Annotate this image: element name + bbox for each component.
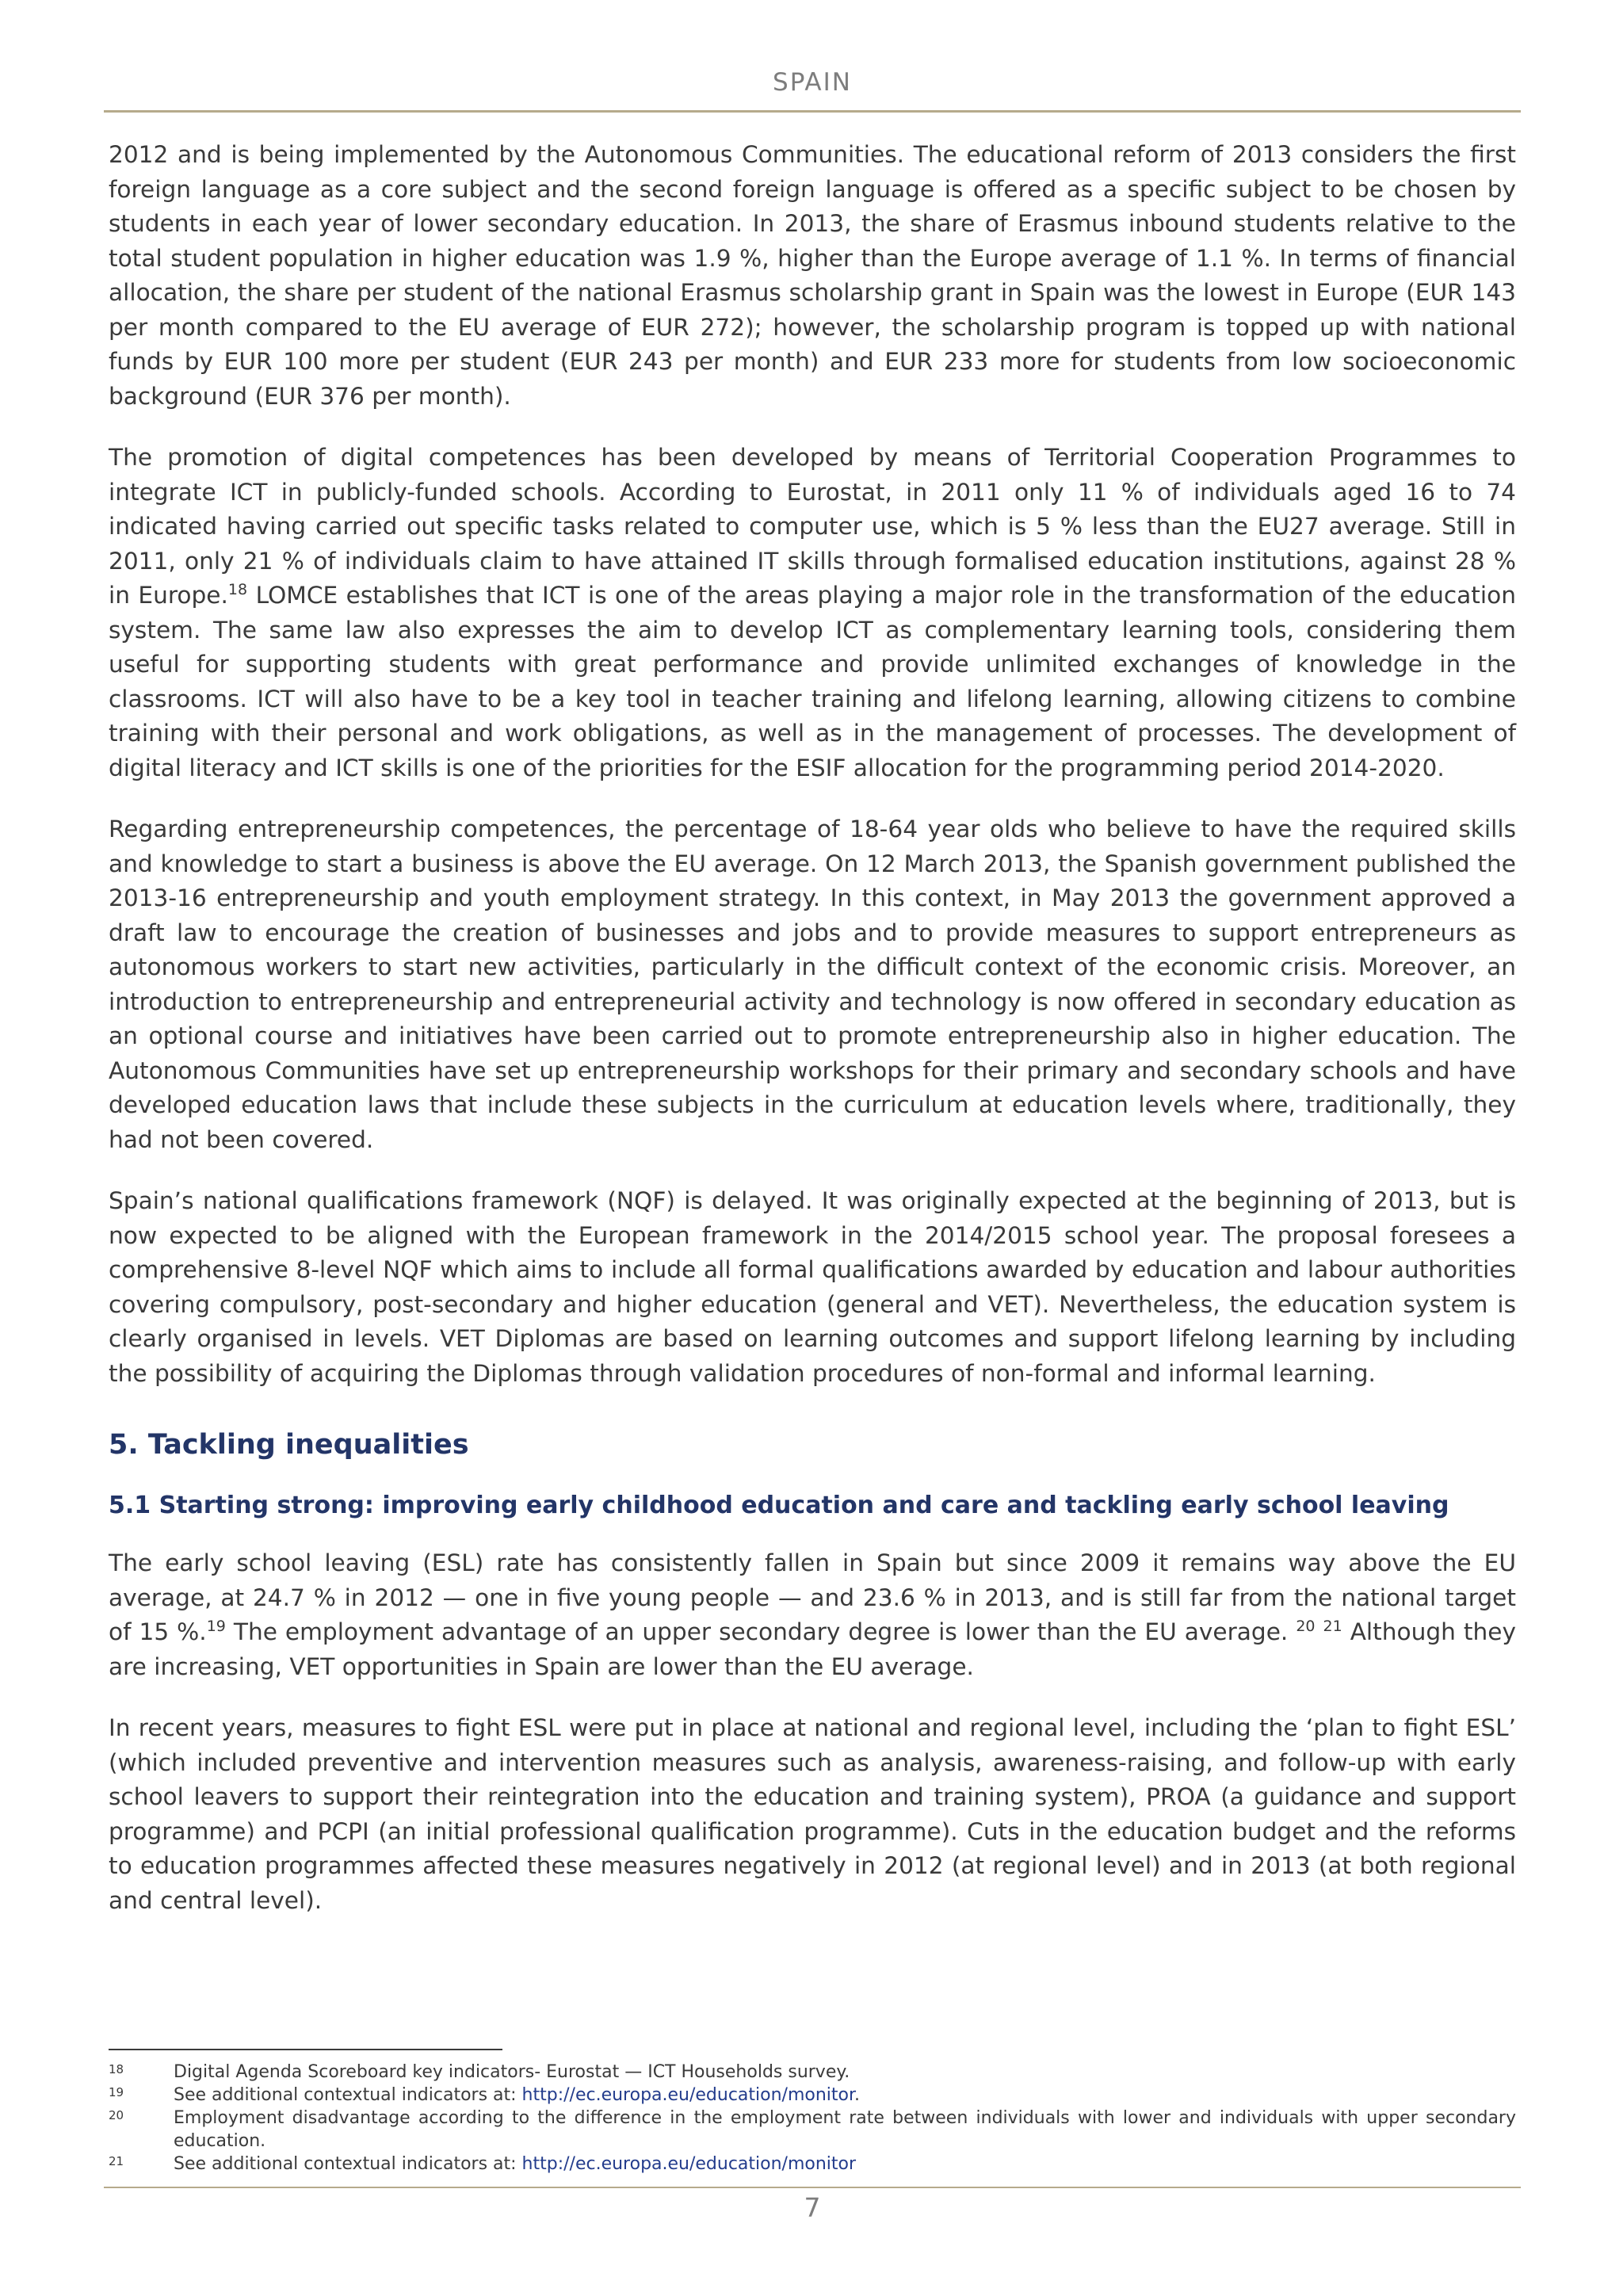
monitor-link[interactable]: http://ec.europa.eu/education/monitor: [521, 2085, 855, 2105]
paragraph-text: Although they are increasing, VET opportunities in Spain are lower than the EU average.: [109, 1618, 1516, 1680]
paragraph-erasmus: 2012 and is being implemented by the Autonomous Communities. The educational reform of 2013 considers the first foreign language as a core subject and the second foreign language is offered as a specific subject to be chosen by students in each year of lower secondary education. In 2013, the share of Erasmus inbound students relative to the total student population in higher education was 1.9 %, higher than the Europe average of 1.1 %. In terms of financial allocation, the share per student of the national Erasmus scholarship grant in Spain was the lowest in Europe (EUR 143 per month compared to the EU average of EUR 272); however, the scholarship program is topped up with national funds by EUR 100 more per student (EUR 243 per month) and EUR 233 more for students from low socioeconomic background (EUR 376 per month).: [109, 141, 1516, 410]
main-content: [109, 138, 1516, 1945]
paragraph-text: LOMCE establishes that ICT is one of the areas playing a major role in the transformation of the education system. The same law also expresses the aim to develop ICT as complementary learning tools, considering them useful for supporting students with great performance and provide unlimited exchanges of knowledge in the classrooms. ICT will also have to be a key tool in teacher training and lifelong learning, allowing citizens to combine training with their personal and work obligations, as well as in the management of processes. The development of digital literacy and ICT skills is one of the priorities for the ESIF allocation for the programming period 2014-2020.: [109, 582, 1516, 781]
footnote-18: [109, 2061, 1516, 2084]
paragraph-text: The promotion of digital competences has been developed by means of Territorial Cooperation Programmes to integrate ICT in publicly-funded schools. According to Eurostat, in 2011 only 11 % of individuals aged 16 to 74 indicated having carried out specific tasks related to computer use, which is 5 % less than the EU27 average. Still in 2011, only 21 % of individuals claim to have attained IT skills through formalised education institutions, against 28 % in Europe.: [109, 444, 1516, 609]
paragraph-text: The early school leaving (ESL) rate has consistently fallen in Spain but since 2009 it remains way above the EU average, at 24.7 % in 2012 — one in five young people — and 23.6 % in 2013, and is still far from the national target of 15 %.: [109, 1549, 1516, 1645]
footnote-21: [109, 2153, 1516, 2176]
footnote-number: 21: [109, 2154, 124, 2168]
footnote-ref-19[interactable]: 19: [206, 1618, 226, 1636]
footnote-19: [109, 2084, 1516, 2107]
footnote-number: 20: [109, 2108, 124, 2122]
footnote-ref-21[interactable]: 21: [1323, 1618, 1342, 1636]
footnote-number: 19: [109, 2085, 124, 2099]
paragraph-esl-measures: In recent years, measures to fight ESL were put in place at national and regional level, including the ‘plan to fight ESL’ (which included preventive and intervention measures such as analysis, awareness-raising, and follow-up with early school leavers to support their reintegration into the education and training system), PROA (a guidance and support programme) and PCPI (an initial professional qualification programme). Cuts in the education budget and the reforms to education programmes affected these measures negatively in 2012 (at regional level) and in 2013 (at both regional and central level).: [109, 1714, 1516, 1914]
paragraph-entrepreneurship: Regarding entrepreneurship competences, the percentage of 18-64 year olds who believe to have the required skills and knowledge to start a business is above the EU average. On 12 March 2013, the Spanish government published the 2013-16 entrepreneurship and youth employment strategy. In this context, in May 2013 the government approved a draft law to encourage the creation of businesses and jobs and to provide measures to support entrepreneurs as autonomous workers to start new activities, particularly in the difficult context of the economic crisis. Moreover, an introduction to entrepreneurship and entrepreneurial activity and technology is now offered in secondary education as an optional course and initiatives have been carried out to promote entrepreneurship also in higher education. The Autonomous Communities have set up entrepreneurship workshops for their primary and secondary schools and have developed education laws that include these subjects in the curriculum at education levels where, traditionally, they had not been covered.: [109, 816, 1516, 1153]
header-divider: [104, 110, 1521, 113]
footnote-number: 18: [109, 2062, 124, 2076]
footnote-divider: [109, 2049, 502, 2050]
page-number: 7: [804, 2192, 821, 2223]
footnote-text: See additional contextual indicators at:: [174, 2154, 522, 2174]
footnote-text: See additional contextual indicators at:: [174, 2085, 522, 2105]
footnote-ref-20[interactable]: 20: [1296, 1618, 1316, 1636]
footnote-text-tail: .: [854, 2085, 861, 2105]
paragraph-esl-rate: [109, 1546, 1516, 1684]
section-heading: 5. Tackling inequalities: [109, 1429, 469, 1461]
subsection-heading: 5.1 Starting strong: improving early childhood education and care and tackling early school leaving: [109, 1492, 1449, 1519]
footnote-20: [109, 2107, 1516, 2153]
running-header: SPAIN: [773, 68, 852, 97]
footer-divider: [104, 2187, 1521, 2188]
monitor-link[interactable]: http://ec.europa.eu/education/monitor: [521, 2154, 857, 2174]
paragraph-text: The employment advantage of an upper secondary degree is lower than the EU average.: [225, 1618, 1296, 1645]
paragraph-nqf: Spain’s national qualifications framework (NQF) is delayed. It was originally expected at the beginning of 2013, but is now expected to be aligned with the European framework in the 2014/2015 school year. The proposal foresees a comprehensive 8-level NQF which aims to include all formal qualifications awarded by education and labour authorities covering compulsory, post-secondary and higher education (general and VET). Nevertheless, the education system is clearly organised in levels. VET Diplomas are based on learning outcomes and support lifelong learning by including the possibility of acquiring the Diplomas through validation procedures of non-formal and informal learning.: [109, 1187, 1516, 1387]
footnote-ref-18[interactable]: 18: [227, 581, 248, 599]
paragraph-digital-competences: [109, 441, 1516, 785]
footnote-text: Digital Agenda Scoreboard key indicators- Eurostat — ICT Households survey.: [174, 2062, 850, 2082]
footnotes: [109, 2061, 1516, 2176]
footnote-text: Employment disadvantage according to the difference in the employment rate between individuals with lower and individuals with upper secondary education.: [174, 2108, 1516, 2151]
